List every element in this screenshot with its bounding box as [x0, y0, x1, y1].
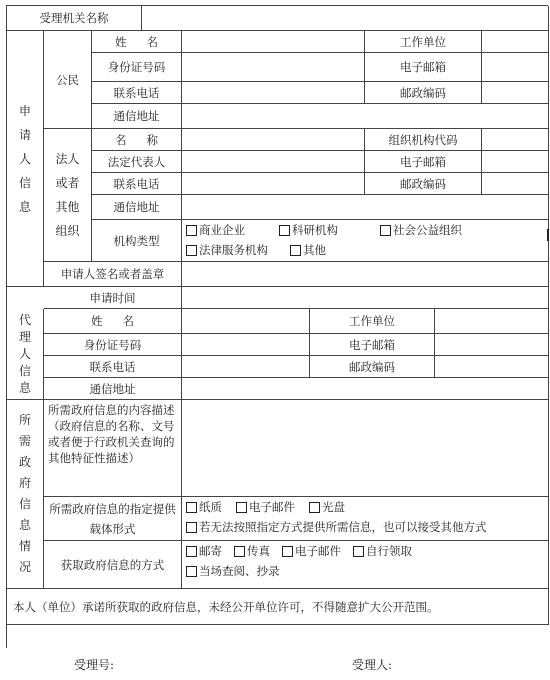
org-label: 法人 或者 其他 组织 — [44, 129, 92, 262]
checkbox-icon — [279, 225, 290, 236]
margin-tick — [547, 229, 549, 241]
legal-rep-label: 法定代表人 — [92, 151, 182, 173]
citizen-label: 公民 — [44, 31, 92, 129]
name-label: 姓名 — [92, 31, 182, 53]
agent-name-field[interactable] — [182, 309, 310, 334]
checkbox-icon — [186, 502, 197, 513]
checkbox-icon — [380, 225, 391, 236]
org-type-option[interactable]: 社会公益组织 — [380, 222, 462, 238]
application-form — [6, 5, 548, 648]
carrier-label: 所需政府信息的指定提供载体形式 — [44, 497, 182, 541]
method-option[interactable]: 当场查阅、抄录 — [186, 563, 280, 579]
signature-field[interactable] — [182, 262, 549, 287]
carrier-option[interactable]: 纸质 — [186, 499, 222, 515]
method-label: 获取政府信息的方式 — [44, 541, 182, 589]
org-code-label: 组织机构代码 — [365, 129, 482, 151]
org-phone-label: 联系电话 — [92, 173, 182, 195]
org-postcode-label: 邮政编码 — [365, 173, 482, 195]
agent-email-field[interactable] — [435, 334, 549, 356]
method-option[interactable]: 邮寄 — [186, 543, 222, 559]
checkbox-icon — [236, 502, 247, 513]
method-option[interactable]: 电子邮件 — [282, 543, 341, 559]
org-postcode-field[interactable] — [482, 173, 549, 195]
checkbox-icon — [186, 546, 197, 557]
org-name-field[interactable] — [182, 129, 365, 151]
content-desc-label: 所需政府信息的内容描述（政府信息的名称、文号或者便于行政机关查询的其他特征性描述） — [44, 400, 182, 497]
org-address-label: 通信地址 — [92, 195, 182, 220]
method-options — [182, 541, 549, 589]
phone-field[interactable] — [182, 82, 365, 104]
org-code-field[interactable] — [482, 129, 549, 151]
checkbox-icon — [186, 245, 197, 256]
org-type-option[interactable]: 法律服务机构 — [186, 242, 268, 258]
agent-postcode-field[interactable] — [435, 356, 549, 378]
method-option[interactable]: 自行领取 — [353, 543, 412, 559]
checkbox-icon — [290, 245, 301, 256]
receiver-label: 受理人: — [352, 658, 393, 672]
work-unit-field[interactable] — [482, 31, 549, 53]
applicant-section-label: 申 请 人 信 息 — [7, 31, 44, 287]
carrier-option[interactable]: 光盘 — [309, 499, 345, 515]
work-unit-label: 工作单位 — [365, 31, 482, 53]
agent-work-unit-field[interactable] — [435, 309, 549, 334]
method-option[interactable]: 传真 — [234, 543, 270, 559]
method-row-1 — [186, 543, 424, 559]
org-type-label: 机构类型 — [92, 220, 182, 262]
agency-label: 受理机关名称 — [7, 6, 142, 31]
agent-section-label: 代 理 人 信 息 — [7, 309, 44, 400]
org-type-row-2 — [186, 242, 338, 258]
agent-id-field[interactable] — [182, 334, 310, 356]
carrier-options — [182, 497, 549, 541]
org-address-field[interactable] — [182, 195, 549, 220]
checkbox-icon — [282, 546, 293, 557]
method-row-2 — [186, 563, 292, 579]
org-name-label: 名称 — [92, 129, 182, 151]
agent-email-label: 电子邮箱 — [310, 334, 435, 356]
agent-address-label: 通信地址 — [44, 378, 182, 400]
pledge-text: 本人（单位）承诺所获取的政府信息，未经公开单位许可，不得随意扩大公开范围。 — [7, 589, 549, 625]
org-type-options — [182, 220, 549, 262]
legal-rep-field[interactable] — [182, 151, 365, 173]
agent-id-label: 身份证号码 — [44, 334, 182, 356]
agent-work-unit-label: 工作单位 — [310, 309, 435, 334]
org-type-option[interactable]: 其他 — [290, 242, 326, 258]
org-type-option[interactable]: 科研机构 — [279, 222, 338, 238]
agent-address-field[interactable] — [182, 378, 549, 400]
agent-phone-field[interactable] — [182, 356, 310, 378]
apply-time-field[interactable] — [182, 287, 549, 309]
carrier-row-1 — [186, 499, 357, 515]
checkbox-icon — [186, 225, 197, 236]
org-email-label: 电子邮箱 — [365, 151, 482, 173]
name-field[interactable] — [182, 31, 365, 53]
phone-label: 联系电话 — [92, 82, 182, 104]
org-phone-field[interactable] — [182, 173, 365, 195]
apply-time-label: 申请时间 — [44, 287, 182, 309]
checkbox-icon — [234, 546, 245, 557]
signature-label: 申请人签名或者盖章 — [44, 262, 182, 287]
address-field[interactable] — [182, 104, 549, 129]
checkbox-icon — [353, 546, 364, 557]
email-label: 电子邮箱 — [365, 53, 482, 82]
carrier-option[interactable]: 电子邮件 — [236, 499, 295, 515]
carrier-alt-option[interactable]: 若无法按照指定方式提供所需信息，也可以接受其他方式 — [186, 519, 487, 535]
receipt-no-label: 受理号: — [74, 658, 115, 672]
needed-section-label: 所 需 政 府 信 息 情 况 — [7, 400, 44, 589]
checkbox-icon — [186, 522, 197, 533]
address-label: 通信地址 — [92, 104, 182, 129]
postcode-field[interactable] — [482, 82, 549, 104]
postcode-label: 邮政编码 — [365, 82, 482, 104]
email-field[interactable] — [482, 53, 549, 82]
checkbox-icon — [186, 566, 197, 577]
org-type-row-1 — [186, 222, 474, 238]
footer — [0, 652, 550, 676]
org-type-option[interactable]: 商业企业 — [186, 222, 245, 238]
content-desc-field[interactable] — [182, 400, 549, 497]
agent-phone-label: 联系电话 — [44, 356, 182, 378]
agency-field[interactable] — [142, 6, 549, 31]
agent-name-label: 姓名 — [44, 309, 182, 334]
checkbox-icon — [309, 502, 320, 513]
id-number-label: 身份证号码 — [92, 53, 182, 82]
agent-postcode-label: 邮政编码 — [310, 356, 435, 378]
carrier-row-2 — [186, 519, 499, 535]
id-number-field[interactable] — [182, 53, 365, 82]
org-email-field[interactable] — [482, 151, 549, 173]
